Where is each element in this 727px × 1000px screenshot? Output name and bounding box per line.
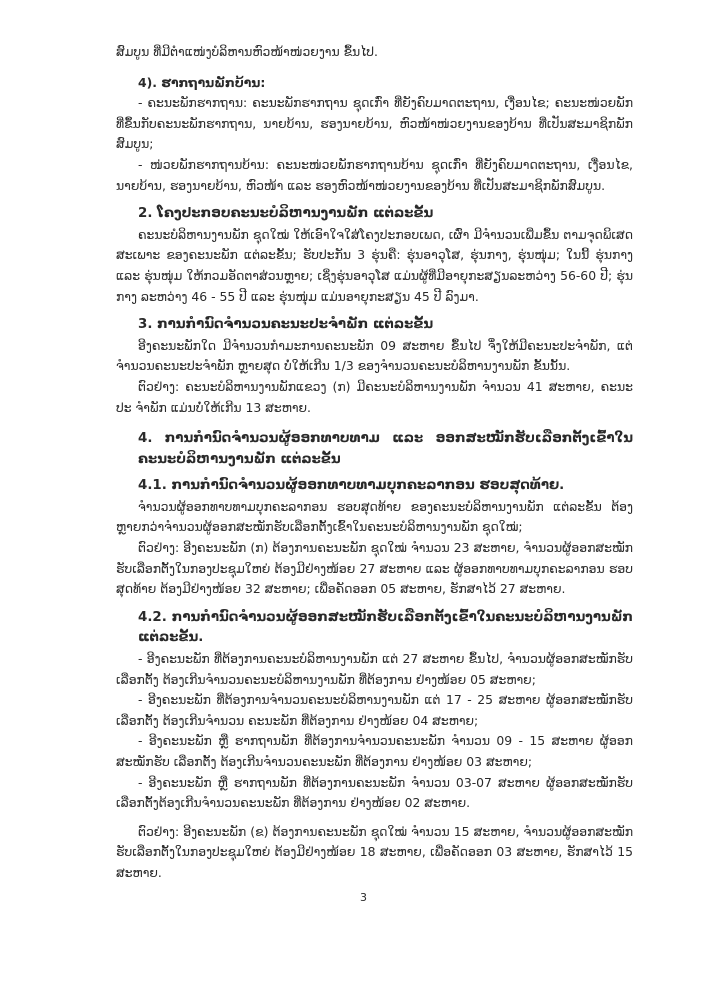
section-4-2-example: ຕົວຢ່າງ: ອີງຄະນະພັກ (ຂ) ຕ້ອງການຄະນະພັກ ຊຸດໃໝ່ ຈໍານວນ 15 ສະຫາຍ, ຈໍານວນຜູ້ອອກສະໝັກ ຮັບເລືອກຕັ້ງໃນກອງປະຊຸມໃຫຍ່ ຕ້ອງມີຢ່າງໜ້ອຍ 18 ສະຫາຍ, ເພື່ອຄັດອອກ 03 ສະຫາຍ, ຮັກສາໄວ້ 15 ສະຫາຍ.	[116, 823, 633, 880]
page-number: 3	[360, 891, 367, 904]
section-4-item-committee: - ຄະນະພັກຮາກຖານ: ຄະນະພັກຮາກຖານ ຊຸດເກົ່າ ທີ່ຍັງຄົບມາດຕະຖານ, ເງື່ອນໄຂ; ຄະນະໜ່ວຍພັກທີ່ຂຶ້ນກັບຄະນະພັກຮາກຖານ, ນາຍບ້ານ, ຮອງນາຍບ້ານ, ຫົວໜ້າໜ່ວຍງານຂອງບ້ານ ທີ່ເປັນສະມາຊິກພັກສົມບູນ;	[116, 95, 633, 152]
section-4-2-bullet: - ອີງຄະນະພັກ ຫຼື ຮາກຖານພັກ ທີ່ຕ້ອງການຈໍານວນຄະນະພັກ ຈໍານວນ 09 - 15 ສະຫາຍ ຜູ້ອອກສະໝັກຮັບ ເລືອກຕັ້ງ ຕ້ອງເກີນຈໍານວນຄະນະພັກ ທີ່ຕ້ອງການ ຢ່າງໜ້ອຍ 03 ສະຫາຍ;	[116, 733, 633, 769]
section-4-2-bullet: - ອີງຄະນະພັກ ທີ່ຕ້ອງການຈໍານວນຄະນະບໍລິຫານງານພັກ ແຕ່ 17 - 25 ສະຫາຍ ຜູ້ອອກສະໝັກຮັບ ເລືອກຕັ້ງ ຕ້ອງເກີນຈໍານວນ ຄະນະພັກ ທີ່ຕ້ອງການ ຢ່າງໜ້ອຍ 04 ສະຫາຍ;	[116, 692, 633, 728]
section-3-heading: 3. ການກໍານົດຈໍານວນຄະນະປະຈໍາພັກ ແຕ່ລະຂັ້ນ	[138, 317, 434, 333]
section-4-item-unit: - ໜ່ວຍພັກຮາກຖານບ້ານ: ຄະນະໜ່ວຍພັກຮາກຖານບ້ານ ຊຸດເກົ່າ ທີ່ຍັງຄົບມາດຕະຖານ, ເງື່ອນໄຂ, ນາຍບ້ານ, ຮອງນາຍບ້ານ, ຫົວໜ້າ ແລະ ຮອງຫົວໜ້າໜ່ວຍງານຂອງບ້ານ ທີ່ເປັນສະມາຊິກພັກສົມບູນ.	[116, 156, 633, 193]
section-4-village-heading: 4). ຮາກຖານພັກບ້ານ:	[138, 74, 266, 90]
section-4-1-example: ຕົວຢ່າງ: ອີງຄະນະພັກ (ກ) ຕ້ອງການຄະນະພັກ ຊຸດໃໝ່ ຈໍານວນ 23 ສະຫາຍ, ຈໍານວນຜູ້ອອກສະໝັກ ຮັບເລືອກຕັ້ງໃນກອງປະຊຸມໃຫຍ່ ຕ້ອງມີຢ່າງໜ້ອຍ 27 ສະຫາຍ ແລະ ຜູ້ອອກທາບທາມບຸກຄະລາກອນ ຮອບສຸດທ້າຍ ຕ້ອງມີຢ່າງໜ້ອຍ 32 ສະຫາຍ; ເພື່ອຄັດອອກ 05 ສະຫາຍ, ຮັກສາໄວ້ 27 ສະຫາຍ.	[116, 540, 633, 597]
section-3-example: ຕົວຢ່າງ: ຄະນະບໍລິຫານງານພັກແຂວງ (ກ) ມີຄະນະບໍລິຫານງານພັກ ຈໍານວນ 41 ສະຫາຍ, ຄະນະປະ ຈໍາພັກ ແມ່ນບໍ່ໃຫ້ເກີນ 13 ສະຫາຍ.	[116, 378, 633, 415]
section-4-2-heading: 4.2. ການກໍານົດຈໍານວນຜູ້ອອກສະໝັກຮັບເລືອກຕັ້ງເຂົ້າໃນຄະນະບໍລິຫານງານພັກ ແຕ່ລະຂັ້ນ.	[138, 609, 633, 646]
section-4-1-heading: 4.1. ການກໍານົດຈໍານວນຜູ້ອອກທາບທາມບຸກຄະລາກອນ ຮອບສຸດທ້າຍ.	[138, 478, 565, 494]
section-4-1-paragraph: ຈໍານວນຜູ້ອອກທາບທາມບຸກຄະລາກອນ ຮອບສຸດທ້າຍ ຂອງຄະນະບໍລິຫານງານພັກ ແຕ່ລະຂັ້ນ ຕ້ອງ ຫຼາຍກວ່າຈໍານວນຜູ້ອອກສະໝັກຮັບເລືອກຕັ້ງເຂົ້າໃນຄະນະບໍລິຫານງານພັກ ຊຸດໃໝ່;	[116, 498, 633, 535]
intro-line: ສົມບູນ ທີ່ມີຕໍາແໜ່ງບໍລິຫານຫົວໜ້າໜ່ວຍງານ ຂຶ້ນໄປ.	[116, 44, 378, 59]
section-2-paragraph: ຄະນະບໍລິຫານງານພັກ ຊຸດໃໝ່ ໃຫ້ເອົາໃຈໃສ່ໂຄງປະກອບເພດ, ເຜົ່າ ມີຈໍານວນເພີ່ມຂຶ້ນ ຕາມຈຸດພິເສດ ສະເພາະ ຂອງຄະນະພັກ ແຕ່ລະຂັ້ນ; ຮັບປະກັນ 3 ຮຸ່ນຄື: ຮຸ່ນອາວຸໂສ, ຮຸ່ນກາງ, ຮຸ່ນໜຸ່ມ; ໃນນີ້ ຮຸ່ນກາງ ແລະ ຮຸ່ນໜຸ່ມ ໃຫ້ກວມອັດຕາສ່ວນຫຼາຍ; ເຊິ່ງຮຸ່ນອາວຸໂສ ແມ່ນຜູ້ທີ່ມີອາຍຸກະສຽນລະຫວ່າງ 56-60 ປີ; ຮຸ່ນກາງ ລະຫວ່າງ 46 - 55 ປີ ແລະ ຮຸ່ນໜຸ່ມ ແມ່ນອາຍຸກະສຽນ 45 ປີ ລົງມາ.	[116, 226, 633, 304]
section-4b-heading: 4. ການກໍານົດຈໍານວນຜູ້ອອກທາບທາມ ແລະ ອອກສະໝັກຮັບເລືອກຕັ້ງເຂົ້າໃນຄະນະບໍລິຫານງານພັກ ແຕ່ລະຂັ້ນ	[138, 431, 633, 467]
section-4-2-bullet: - ອີງຄະນະພັກ ຫຼື ຮາກຖານພັກ ທີ່ຕ້ອງການຄະນະພັກ ຈໍານວນ 03-07 ສະຫາຍ ຜູ້ອອກສະໝັກຮັບ ເລືອກຕັ້ງຕ້ອງເກີນຈໍານວນຄະນະພັກ ທີ່ຕ້ອງການ ຢ່າງໜ້ອຍ 02 ສະຫາຍ.	[116, 774, 633, 811]
section-3-paragraph: ອີງຄະນະພັກໃດ ມີຈໍານວນກໍາມະການຄະນະພັກ 09 ສະຫາຍ ຂຶ້ນໄປ ຈຶ່ງໃຫ້ມີຄະນະປະຈໍາພັກ, ແຕ່ ຈໍານວນຄະນະປະຈໍາພັກ ຫຼາຍສຸດ ບໍ່ໃຫ້ເກີນ 1/3 ຂອງຈໍານວນຄະນະບໍລິຫານງານພັກ ຂັ້ນນັ້ນ.	[116, 337, 633, 374]
section-4-2-bullet: - ອີງຄະນະພັກ ທີ່ຕ້ອງການຄະນະບໍລິຫານງານພັກ ແຕ່ 27 ສະຫາຍ ຂຶ້ນໄປ, ຈໍານວນຜູ້ອອກສະໝັກຮັບ ເລືອກຕັ້ງ ຕ້ອງເກີນຈໍານວນຄະນະບໍລິຫານງານພັກ ທີ່ຕ້ອງການ ຢ່າງໜ້ອຍ 05 ສະຫາຍ;	[116, 651, 633, 687]
section-2-heading: 2. ໂຄງປະກອບຄະນະບໍລິຫານງານພັກ ແຕ່ລະຂັ້ນ	[138, 206, 434, 222]
